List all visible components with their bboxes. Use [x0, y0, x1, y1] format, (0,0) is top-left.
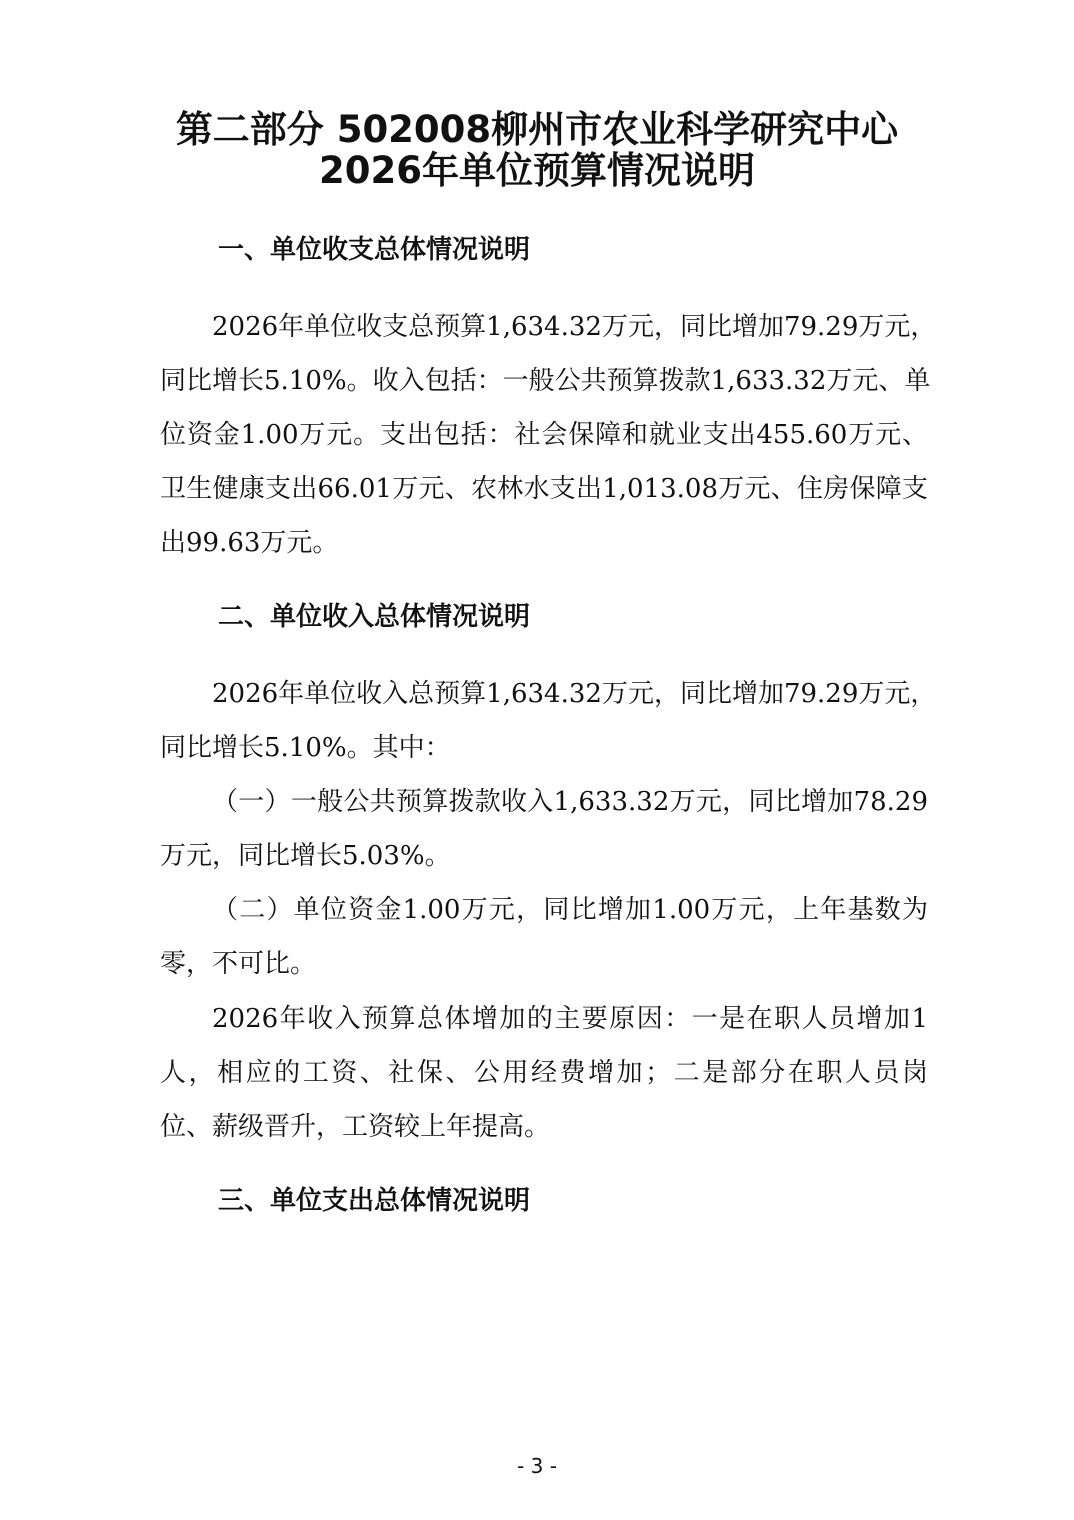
section-2-paragraph-line: 同比增长5.10%。其中： [160, 733, 451, 763]
section-2-paragraph-line: （二）单位资金1.00万元，同比增加1.00万元，上年基数为 [212, 895, 928, 925]
section-2-paragraph-line: 位、薪级晋升，工资较上年提高。 [160, 1112, 551, 1142]
section-1-paragraph-line: 卫生健康支出66.01万元、农林水支出1,013.08万元、住房保障支 [160, 474, 928, 504]
section-2-paragraph-line: 2026年单位收入总预算1,634.32万元，同比增加79.29万元， [212, 679, 937, 709]
document-title-line-2: 2026年单位预算情况说明 [319, 149, 755, 192]
section-1-paragraph-line: 位资金1.00万元。支出包括：社会保障和就业支出455.60万元、 [160, 420, 928, 450]
page-number: - 3 - [517, 1454, 557, 1478]
section-2-paragraph-line: （一）一般公共预算拨款收入1,633.32万元，同比增加78.29 [212, 787, 928, 817]
section-1-heading: 一、单位收支总体情况说明 [218, 235, 531, 265]
section-2-paragraph-line: 2026年收入预算总体增加的主要原因：一是在职人员增加1 [212, 1004, 928, 1034]
section-1-paragraph-line: 同比增长5.10%。收入包括：一般公共预算拨款1,633.32万元、单 [160, 366, 931, 396]
section-3-heading: 三、单位支出总体情况说明 [218, 1186, 531, 1216]
section-2-paragraph-line: 零，不可比。 [160, 949, 317, 979]
section-2-heading: 二、单位收入总体情况说明 [218, 602, 531, 632]
section-1-paragraph-line: 出99.63万元。 [160, 528, 339, 558]
section-2-paragraph-line: 万元，同比增长5.03%。 [160, 841, 451, 871]
document-title-line-1: 第二部分 502008柳州市农业科学研究中心 [175, 108, 899, 151]
section-1-paragraph-line: 2026年单位收支总预算1,634.32万元，同比增加79.29万元， [212, 312, 937, 342]
section-2-paragraph-line: 人，相应的工资、社保、公用经费增加；二是部分在职人员岗 [160, 1058, 928, 1088]
